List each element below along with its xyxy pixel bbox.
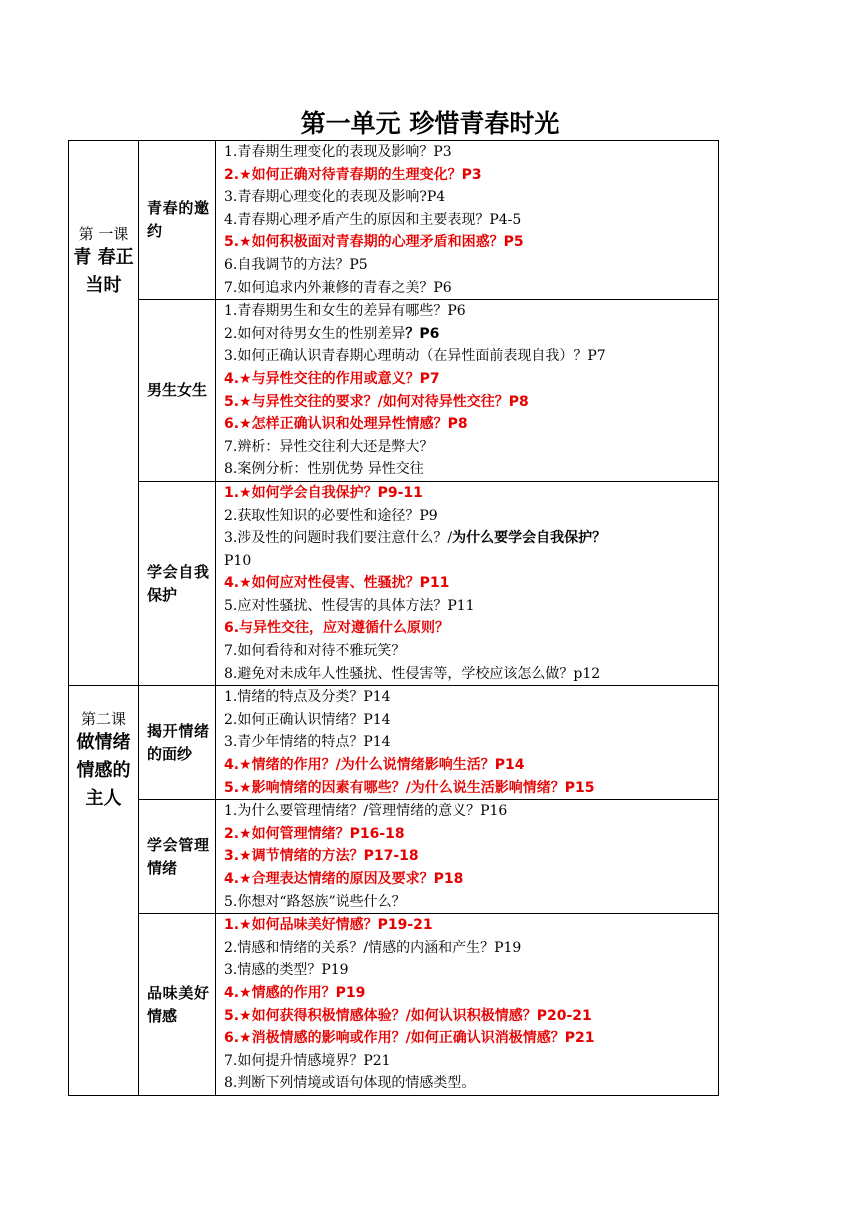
question-text: 1.★如何品味美好情感？P19-21 — [224, 917, 433, 934]
topic-cell: 青春的邀约 — [139, 141, 216, 300]
question-text: 1.为什么要管理情绪？/管理情绪的意义？P16 — [224, 803, 508, 820]
question-text: 4.★情绪的作用？/为什么说情绪影响生活？P14 — [224, 757, 525, 774]
question-item — [224, 550, 714, 573]
page-title: 第一单元 珍惜青春时光 — [300, 109, 560, 138]
topic-cell: 品味美好情感 — [139, 914, 216, 1096]
question-text: 3.青少年情绪的特点？P14 — [224, 734, 391, 751]
question-item — [224, 686, 714, 709]
question-text: 7.如何看待和对待不雅玩笑？ — [224, 643, 406, 660]
lesson-number: 第二课 — [80, 710, 126, 729]
question-text: 6.自我调节的方法？P5 — [224, 256, 368, 273]
question-text: 8.案例分析：性别优势 异性交往 — [224, 461, 424, 478]
question-text: 5.★如何积极面对青春期的心理矛盾和困惑？P5 — [224, 234, 524, 251]
question-item — [224, 595, 714, 618]
section-row — [69, 914, 719, 1096]
question-text: 5.★与异性交往的要求？/如何对待异性交往？P8 — [224, 393, 529, 410]
question-text: 4.★与异性交往的作用或意义？P7 — [224, 370, 440, 387]
items-cell — [216, 686, 719, 800]
key-question — [224, 868, 714, 891]
lesson-cell — [69, 686, 139, 1096]
question-text: 2.如何正确认识情绪？P14 — [224, 711, 391, 728]
question-text: 1.★如何学会自我保护？P9-11 — [224, 484, 423, 501]
key-question — [224, 754, 714, 777]
key-question — [224, 231, 714, 254]
question-text: 3.情感的类型？P19 — [224, 962, 349, 979]
question-text: 2.★如何正确对待青春期的生理变化？P3 — [224, 166, 482, 183]
question-item — [224, 937, 714, 960]
key-question — [224, 617, 714, 640]
question-text: 8.判断下列情境或语句体现的情感类型。 — [224, 1075, 476, 1092]
items-cell — [216, 481, 719, 685]
question-text: 2.★如何管理情绪？P16-18 — [224, 825, 405, 842]
question-item — [224, 436, 714, 459]
question-text: 6.★怎样正确认识和处理异性情感？P8 — [224, 416, 468, 433]
question-text: 5.★如何获得积极情感体验？/如何认识积极情感？P20-21 — [224, 1007, 592, 1024]
lesson-number: 第 一课 — [78, 225, 129, 243]
question-text: 3.★调节情绪的方法？P17-18 — [224, 848, 419, 865]
key-question — [224, 164, 714, 187]
key-question — [224, 413, 714, 436]
lesson-title: 做情绪情感的主人 — [76, 732, 131, 810]
items-cell — [216, 914, 719, 1096]
lesson-cell — [69, 141, 139, 686]
topic-cell: 学会管理情绪 — [139, 800, 216, 914]
question-text: 3.如何正确认识青春期心理萌动（在异性面前表现自我）？P7 — [224, 348, 606, 365]
question-text: 3.涉及性的问题时我们要注意什么？/ — [224, 530, 453, 547]
question-text: P10 — [224, 552, 252, 569]
question-text: 4.★情感的作用？P19 — [224, 984, 366, 1001]
question-text: 2.获取性知识的必要性和途径？P9 — [224, 507, 438, 524]
question-item — [224, 731, 714, 754]
question-item — [224, 709, 714, 732]
items-cell — [216, 141, 719, 300]
question-text: 7.如何追求内外兼修的青春之美？P6 — [224, 279, 452, 296]
section-row — [69, 141, 719, 300]
key-question — [224, 391, 714, 414]
items-cell — [216, 800, 719, 914]
key-question — [224, 1005, 714, 1028]
question-text: 5.应对性骚扰、性侵害的具体方法？P11 — [224, 597, 475, 614]
section-row — [69, 686, 719, 800]
question-text: 1.情绪的特点及分类？P14 — [224, 689, 391, 706]
question-item — [224, 505, 714, 528]
question-item — [224, 345, 714, 368]
question-text: 5.你想对“路怒族”说些什么？ — [224, 893, 406, 910]
question-item — [224, 891, 714, 914]
topic-cell: 揭开情绪的面纱 — [139, 686, 216, 800]
question-text: 5.★影响情绪的因素有哪些？/为什么说生活影响情绪？P15 — [224, 779, 595, 796]
question-text: 7.如何提升情感境界？P21 — [224, 1052, 391, 1069]
question-text: 6.与异性交往，应对遵循什么原则？ — [224, 620, 450, 637]
question-item — [224, 458, 714, 481]
question-item — [224, 209, 714, 232]
section-row — [69, 800, 719, 914]
key-question — [224, 823, 714, 846]
question-emphasis: ？P6 — [405, 325, 440, 342]
question-text: 4.★如何应对性侵害、性骚扰？P11 — [224, 575, 450, 592]
question-text: 2.如何对待男女生的性别差异 — [224, 325, 406, 342]
key-question — [224, 914, 714, 937]
question-item — [224, 254, 714, 277]
section-row — [69, 300, 719, 482]
key-question — [224, 572, 714, 595]
question-item — [224, 1050, 714, 1073]
question-item — [224, 300, 714, 323]
question-item — [224, 141, 714, 164]
section-row — [69, 481, 719, 685]
question-emphasis: 为什么要学会自我保护？ — [452, 530, 607, 547]
question-item — [224, 186, 714, 209]
question-item — [224, 640, 714, 663]
key-question — [224, 777, 714, 800]
question-item — [224, 323, 714, 346]
key-question — [224, 482, 714, 505]
question-item — [224, 277, 714, 300]
question-text: 2.情感和情绪的关系？/情感的内涵和产生？P19 — [224, 939, 522, 956]
lesson-title: 青 春正 当时 — [73, 247, 134, 296]
topic-cell: 学会自我保护 — [139, 481, 216, 685]
question-text: 3.青春期心理变化的表现及影响?P4 — [224, 189, 446, 206]
question-text: 8.避免对未成年人性骚扰、性侵害等，学校应该怎么做？p12 — [224, 665, 601, 682]
question-item — [224, 1072, 714, 1095]
key-question — [224, 1027, 714, 1050]
question-text: 4.青春期心理矛盾产生的原因和主要表现？P4-5 — [224, 211, 522, 228]
question-text: 6.★消极情感的影响或作用？/如何正确认识消极情感？P21 — [224, 1030, 595, 1047]
question-text: 4.★合理表达情绪的原因及要求？P18 — [224, 871, 464, 887]
question-text: 7.辨析：异性交往利大还是弊大？ — [224, 438, 434, 455]
question-item — [224, 663, 714, 686]
key-question — [224, 845, 714, 868]
question-item — [224, 800, 714, 823]
question-text: 1.青春期生理变化的表现及影响？P3 — [224, 144, 452, 160]
topic-cell: 男生女生 — [139, 300, 216, 482]
key-question — [224, 982, 714, 1005]
question-text: 1.青春期男生和女生的差异有哪些？P6 — [224, 303, 466, 320]
key-question — [224, 368, 714, 391]
outline-table — [68, 140, 719, 1096]
items-cell — [216, 300, 719, 482]
question-item — [224, 527, 714, 550]
question-item — [224, 959, 714, 982]
